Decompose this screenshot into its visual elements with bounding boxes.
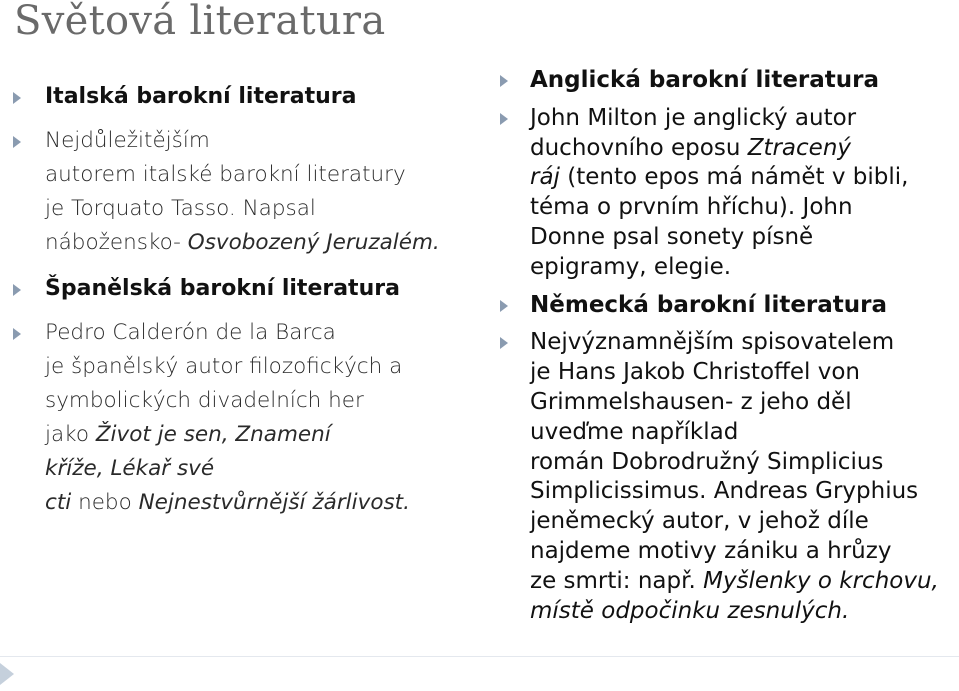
german-text-fragment: ze smrti: např. (530, 567, 704, 594)
german-heading: Německá barokní literatura (530, 291, 888, 318)
spanish-text-fragment: nebo (71, 490, 139, 515)
german-text-line (530, 567, 953, 597)
italian-text-line: Nejdůležitějším (45, 128, 210, 153)
spanish-text-line: kříže, Lékař své (45, 456, 215, 481)
spanish-text-line: symbolických divadelních her (45, 388, 364, 413)
bullet-arrow-icon (13, 328, 21, 340)
footer-divider (0, 656, 959, 657)
english-text-line: epigramy, elegie. (530, 253, 732, 280)
english-heading: Anglická barokní literatura (530, 67, 880, 93)
work-title: Myšlenky o krchovu, (703, 567, 939, 594)
german-text-line: Nejvýznamnějším spisovatelem (530, 329, 895, 356)
english-text-line: John Milton je anglický autor (530, 104, 857, 131)
english-text-line: Donne psal sonety písně (530, 223, 814, 250)
italian-text-item (10, 124, 462, 260)
german-text-item (498, 328, 953, 626)
work-title: Osvobozený Jeruzalém. (187, 230, 440, 255)
italian-text-line: je Torquato Tasso. Napsal (45, 196, 316, 221)
work-title: Nejnestvůrnější žárlivost. (138, 490, 410, 515)
spanish-text-fragment: jako (45, 422, 96, 447)
english-text-fragment: duchovního eposu (530, 134, 748, 161)
german-heading-item (498, 291, 953, 321)
bullet-arrow-icon (13, 284, 21, 296)
work-title: Život je sen, Znamení (95, 422, 331, 447)
italian-heading-item (10, 80, 462, 114)
bullet-arrow-icon (13, 92, 21, 104)
bullet-arrow-icon (500, 300, 508, 312)
spanish-text-line (45, 486, 462, 520)
german-text-line: román Dobrodružný Simplicius (530, 448, 884, 475)
german-text-line: Simplicissimus. Andreas Gryphius (530, 478, 919, 505)
german-text-line: Grimmelshausen- z jeho děl (530, 388, 852, 415)
slide-title: Světová literatura (14, 0, 386, 44)
spanish-heading-item (10, 272, 462, 306)
bullet-arrow-icon (500, 75, 508, 87)
spanish-text-item (10, 316, 462, 520)
english-text-line (530, 134, 953, 164)
italian-text-fragment: nábožensko- (45, 230, 188, 255)
english-text-line: téma o prvním hříchu). John (530, 194, 853, 221)
german-text-line: je Hans Jakob Christoffel von (530, 359, 860, 386)
german-text-line: najdeme motivy zániku a hrůzy (530, 537, 892, 564)
english-text-line (530, 163, 953, 193)
left-column (10, 80, 462, 520)
italian-heading: Italská barokní literatura (45, 84, 357, 109)
bullet-arrow-icon (500, 337, 508, 349)
bullet-arrow-icon (500, 113, 508, 125)
german-text-line: uveďme například (530, 418, 739, 445)
spanish-text-line (45, 418, 462, 452)
english-heading-item (498, 66, 953, 96)
german-text-line: jeněmecký autor, v jehož díle (530, 508, 869, 535)
german-text-line: místě odpočinku zesnulých. (530, 597, 850, 624)
bullet-arrow-icon (13, 136, 21, 148)
work-title: ráj (530, 164, 560, 191)
english-text-item (498, 104, 953, 283)
italian-text-line (45, 226, 462, 260)
work-title: Ztracený (747, 134, 852, 161)
english-text-fragment: (tento epos má námět v bibli, (559, 164, 909, 191)
italian-text-line: autorem italské barokní literatury (45, 162, 406, 187)
spanish-heading: Španělská barokní literatura (45, 276, 400, 301)
spanish-text-line: je španělský autor filozofických a (45, 354, 403, 379)
slide-marker-icon (0, 663, 14, 685)
spanish-text-line: Pedro Calderón de la Barca (45, 320, 336, 345)
right-column (498, 66, 953, 626)
work-title: cti (45, 490, 72, 515)
